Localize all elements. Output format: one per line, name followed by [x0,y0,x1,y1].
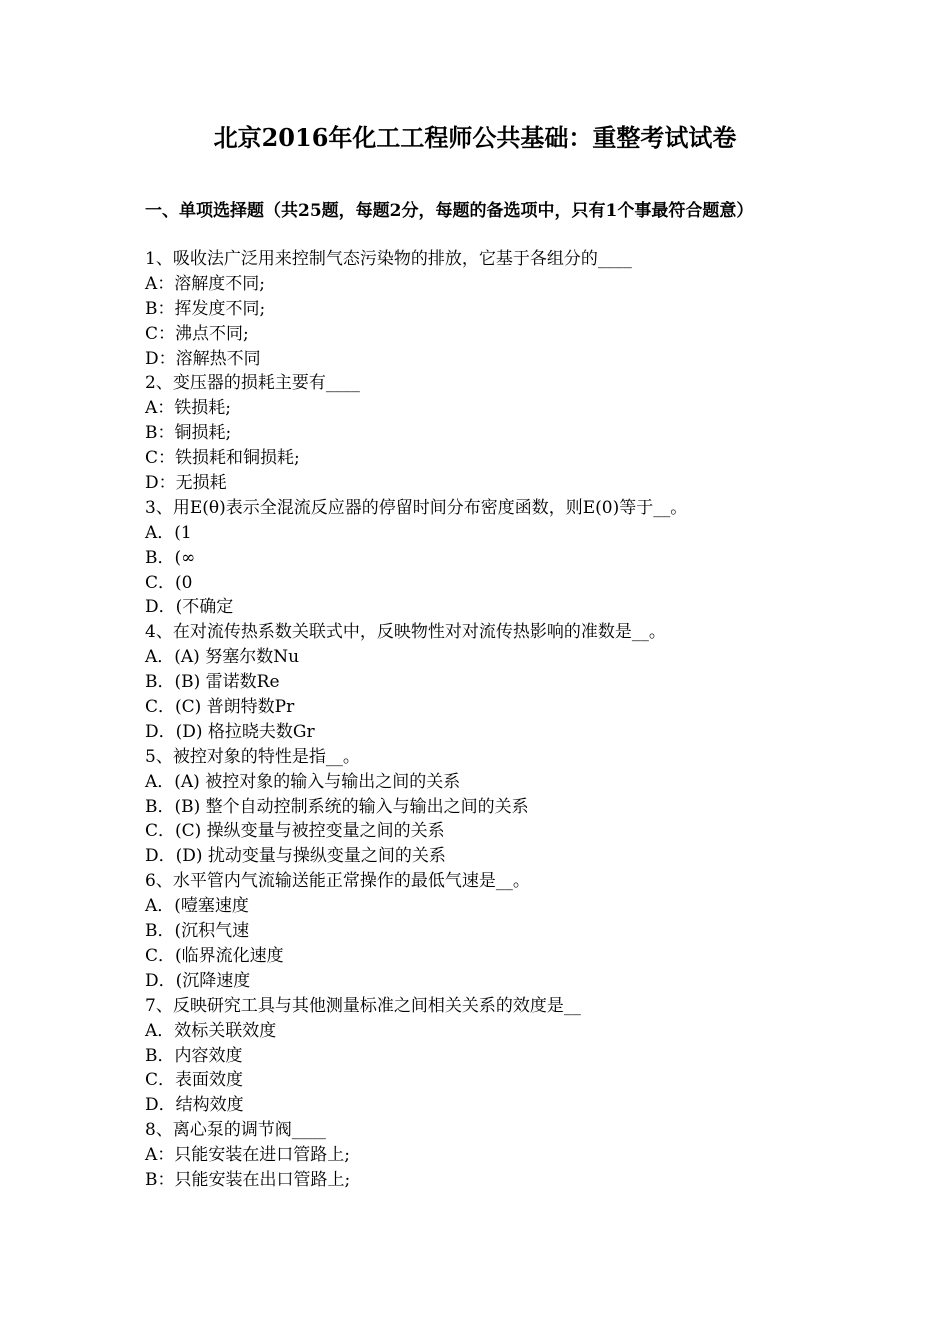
question-line: B：只能安装在出口管路上; [145,1169,351,1190]
question-line: A．(A) 努塞尔数Nu [145,647,300,668]
question-line: 6、水平管内气流输送能正常操作的最低气速是__。 [145,871,530,892]
question-line: D：无损耗 [145,473,227,494]
question-line: A．(噎塞速度 [145,896,249,917]
question-line: 1、吸收法广泛用来控制气态污染物的排放，它基于各组分的____ [145,249,632,269]
question-line: C．表面效度 [145,1070,244,1091]
question-line: 7、反映研究工具与其他测量标准之间相关关系的效度是__ [145,995,581,1016]
question-line: D．结构效度 [145,1095,244,1116]
question-line: D．(沉降速度 [145,970,251,991]
question-line: B．(∞ [145,547,196,568]
question-line: A：溶解度不同; [145,273,266,294]
question-line: D．(D) 扰动变量与操纵变量之间的关系 [145,846,446,867]
question-line: 8、离心泵的调节阀____ [145,1120,326,1141]
question-line: C．(C) 操纵变量与被控变量之间的关系 [145,821,445,842]
question-line: 3、用E(θ)表示全混流反应器的停留时间分布密度函数，则E(0)等于__。 [145,497,688,518]
question-line: C．(0 [145,572,193,593]
question-list [145,247,825,1193]
question-line: A．(1 [145,522,192,543]
question-line: 4、在对流传热系数关联式中，反映物性对对流传热影响的准数是__。 [145,622,666,643]
question-line: C：沸点不同; [145,323,249,344]
question-line: 2、变压器的损耗主要有____ [145,373,360,394]
question-line: C．(临界流化速度 [145,945,284,966]
question-line: B．(B) 整个自动控制系统的输入与输出之间的关系 [145,796,529,817]
question-line: D．(D) 格拉晓夫数Gr [145,721,315,742]
question-line: B：铜损耗; [145,423,232,444]
question-line: A：只能安装在进口管路上; [145,1145,351,1166]
question-line: A：铁损耗; [145,398,232,419]
question-line: B．(沉积气速 [145,921,250,942]
question-line: 5、被控对象的特性是指__。 [145,746,360,767]
question-line: B：挥发度不同; [145,298,266,319]
question-line: B．(B) 雷诺数Re [145,672,280,693]
question-line: B．内容效度 [145,1045,243,1066]
question-line: A．(A) 被控对象的输入与输出之间的关系 [145,771,461,792]
document-title: 北京2016年化工工程师公共基础：重整考试试卷 [213,123,737,152]
section-heading: 一、单项选择题（共25题，每题2分，每题的备选项中，只有1个事最符合题意） [145,201,754,221]
question-line: A．效标关联效度 [145,1020,277,1041]
question-line: C：铁损耗和铜损耗; [145,448,300,469]
question-line: C．(C) 普朗特数Pr [145,697,295,718]
question-line: D．(不确定 [145,597,234,618]
question-line: D：溶解热不同 [145,348,261,369]
